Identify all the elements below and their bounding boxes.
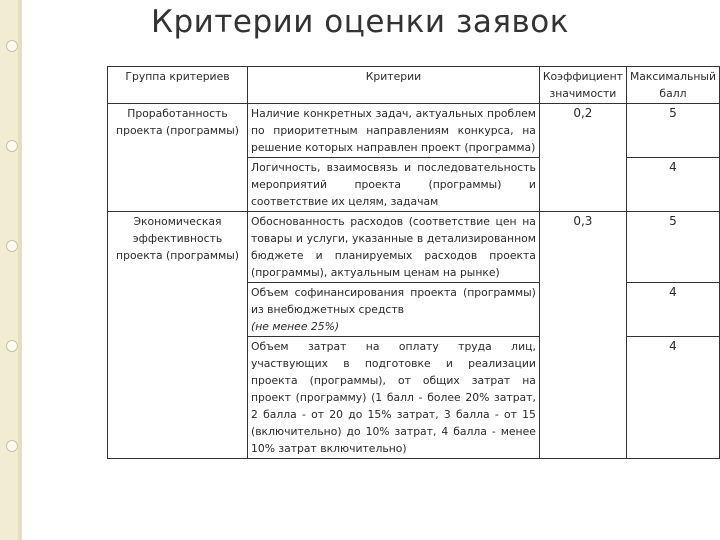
- max-score-value: 5: [669, 106, 677, 120]
- criterion-cell: [247, 283, 539, 337]
- criterion-cell: Объем затрат на оплату труда лиц, участвующих в подготовке и реализации проекта (программы), от общих затрат на проект (программу) (1 балл - более 20% затрат, 2 балла - от 20 до 15% затрат, 3 балла - от 15 (включительно) до 10% затрат, 4 балла - менее 10% затрат включительно): [247, 337, 539, 459]
- group-cell: [108, 337, 248, 459]
- coefficient-cell: [539, 283, 626, 337]
- criterion-cell: Логичность, взаимосвязь и последовательность мероприятий проекта (программы) и соответствие их целям, задачам: [247, 158, 539, 212]
- coefficient-value: 0,3: [573, 214, 593, 228]
- max-score-value: 5: [669, 214, 677, 228]
- max-score-cell: [626, 158, 719, 212]
- group-cell: [108, 283, 248, 337]
- group-cell: Экономическая эффективность проекта (программы): [108, 212, 248, 283]
- max-score-value: 4: [669, 285, 677, 299]
- table-row: [108, 337, 720, 459]
- max-score-value: 4: [669, 339, 677, 353]
- header-coefficient: Коэффициент значимости: [539, 67, 626, 104]
- group-cell: [108, 158, 248, 212]
- max-score-cell: [626, 104, 719, 158]
- max-score-cell: [626, 337, 719, 459]
- group-cell: Проработанность проекта (программы): [108, 104, 248, 158]
- ring-icon: [6, 240, 18, 252]
- header-group: Группа критериев: [108, 67, 248, 104]
- ring-icon: [6, 40, 18, 52]
- ring-icon: [6, 440, 18, 452]
- table-row: [108, 104, 720, 158]
- criterion-cell: Наличие конкретных задач, актуальных проблем по приоритетным направлениям конкурса, на решение которых направлен проект (программа): [247, 104, 539, 158]
- coefficient-cell: [539, 104, 626, 158]
- max-score-value: 4: [669, 160, 677, 174]
- coefficient-cell: [539, 212, 626, 283]
- slide-title: Критерии оценки заявок: [150, 4, 569, 40]
- table-row: [108, 212, 720, 283]
- header-max-score: Максимальный балл: [626, 67, 719, 104]
- table-row: [108, 158, 720, 212]
- max-score-cell: [626, 283, 719, 337]
- table-row: [108, 283, 720, 337]
- max-score-cell: [626, 212, 719, 283]
- coefficient-cell: [539, 337, 626, 459]
- table-header-row: [108, 67, 720, 104]
- ring-icon: [6, 140, 18, 152]
- coefficient-value: 0,2: [573, 106, 593, 120]
- criterion-cell: Обоснованность расходов (соответствие цен на товары и услуги, указанные в детализированном бюджете и планируемых расходов проекта (программы), актуальным ценам на рынке): [247, 212, 539, 283]
- criterion-text: Объем софинансирования проекта (программы) из внебюджетных средств: [250, 286, 536, 316]
- coefficient-cell: [539, 158, 626, 212]
- ring-icon: [6, 340, 18, 352]
- decorative-side-strip: [0, 0, 18, 540]
- decorative-side-strip-edge: [18, 0, 22, 540]
- criteria-table: [107, 66, 720, 459]
- criterion-note: (не менее 25%): [250, 320, 340, 333]
- header-criteria: Критерии: [247, 67, 539, 104]
